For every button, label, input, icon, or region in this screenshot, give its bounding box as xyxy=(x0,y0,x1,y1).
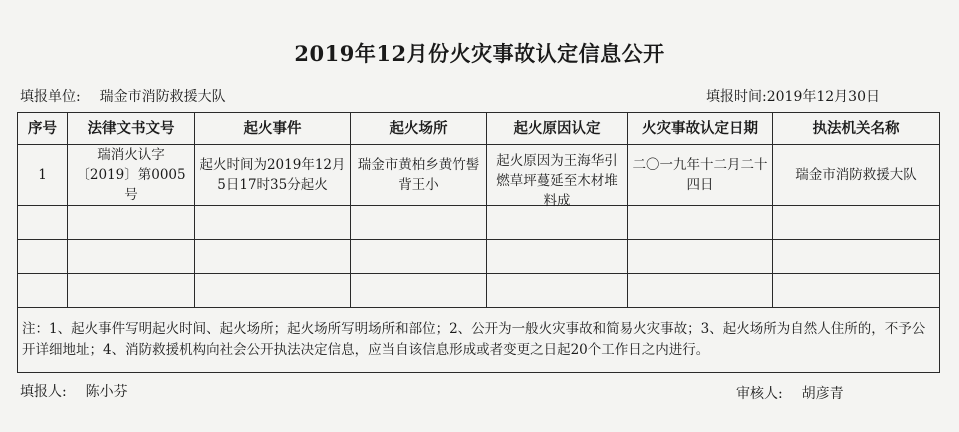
cell-document-number: 瑞消火认字〔2019〕第0005号 xyxy=(68,145,195,206)
cell-fire-cause xyxy=(487,145,628,209)
table-row xyxy=(18,145,940,206)
table-row-empty xyxy=(18,206,940,240)
reviewed-by xyxy=(736,383,844,403)
table-header-row xyxy=(18,113,940,145)
column-header: 执法机关名称 xyxy=(773,113,940,145)
column-header: 法律文书文号 xyxy=(68,113,195,145)
column-header: 序号 xyxy=(18,113,68,145)
filled-by-value: 陈小芬 xyxy=(85,384,128,400)
reviewed-by-label: 审核人: xyxy=(736,386,783,402)
column-header: 起火原因认定 xyxy=(487,113,628,145)
cell-fire-event: 起火时间为2019年12月5日17时35分起火 xyxy=(195,145,351,206)
table-row-empty xyxy=(18,274,940,308)
fire-incident-table xyxy=(17,112,940,373)
reporting-time-label: 填报时间: xyxy=(706,89,767,105)
reporting-time xyxy=(706,86,880,106)
cell-fire-place: 瑞金市黄柏乡黄竹髻背王小 xyxy=(351,145,487,206)
column-header: 火灾事故认定日期 xyxy=(628,113,773,145)
page-title: 2019年12月份火灾事故认定信息公开 xyxy=(294,41,665,66)
column-header: 起火场所 xyxy=(351,113,487,145)
reporting-time-value: 2019年12月30日 xyxy=(766,89,880,105)
cell-determination-date: 二〇一九年十二月二十四日 xyxy=(628,145,773,206)
notes-text: 注：1、起火事件写明起火时间、起火场所；起火场所写明场所和部位；2、公开为一般火灾事故和简易火灾事故；3、起火场所为自然人住所的，不予公开详细地址；4、消防救援机构向社会公开执法决定信息，应当自该信息形成或者变更之日起20个工作日之内进行。 xyxy=(18,308,940,373)
notes-row xyxy=(18,308,940,373)
column-header: 起火事件 xyxy=(195,113,351,145)
reporting-unit-value: 瑞金市消防救援大队 xyxy=(99,89,226,105)
reviewed-by-value: 胡彦青 xyxy=(801,386,844,402)
fire-cause-text: 起火原因为王海华引燃草坪蔓延至木材堆料成 xyxy=(496,153,618,209)
table-row-empty xyxy=(18,240,940,274)
filled-by xyxy=(20,381,128,401)
cell-authority-name: 瑞金市消防救援大队 xyxy=(773,145,940,206)
reporting-unit-label: 填报单位: xyxy=(20,89,81,105)
reporting-unit xyxy=(20,86,226,106)
cell-serial-number: 1 xyxy=(18,145,68,206)
filled-by-label: 填报人: xyxy=(20,384,67,400)
